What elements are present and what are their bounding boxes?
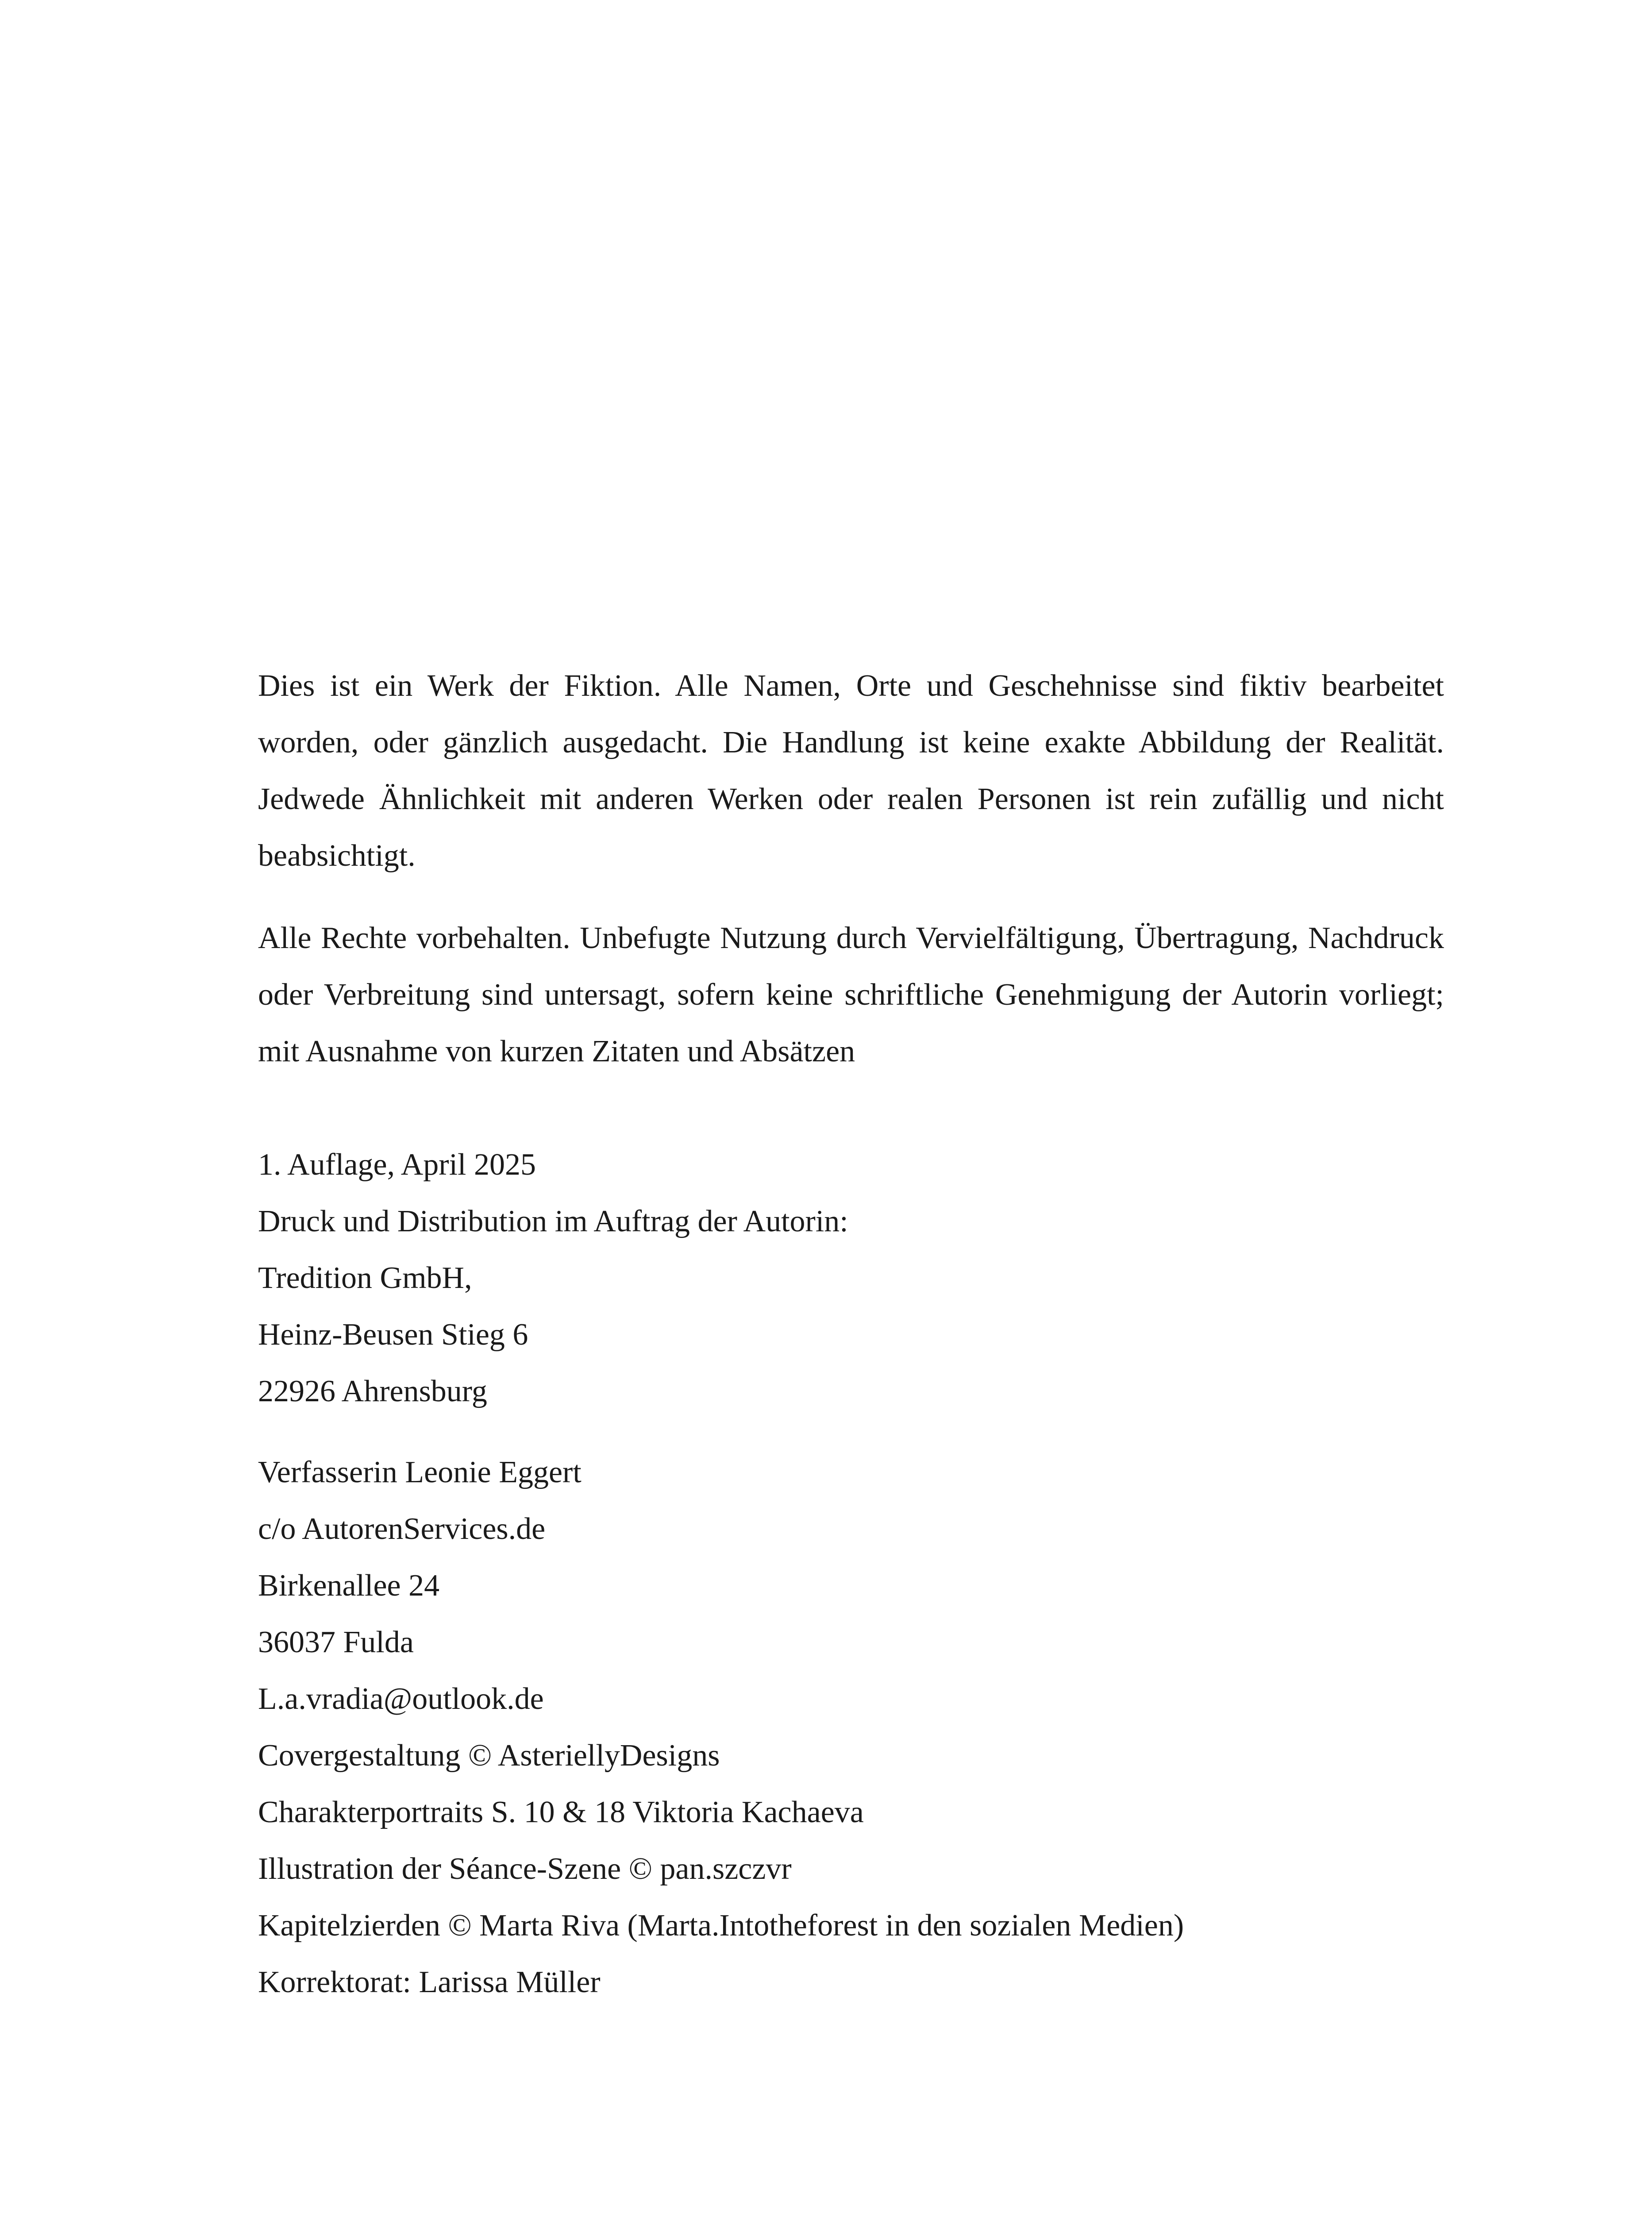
publisher-name: Tredition GmbH, — [258, 1261, 472, 1295]
imprint-block — [258, 1137, 1444, 1420]
publisher-street: Heinz-Beusen Stieg 6 — [258, 1318, 528, 1352]
author-line: Verfasserin Leonie Eggert — [258, 1455, 581, 1489]
rights-notice: Alle Rechte vorbehalten. Unbefugte Nutzung durch Vervielfältigung, Übertragung, Nachdruck oder Verbreitung sind untersagt, sofern keine schriftliche Genehmigung der Autorin vorliegt; mit Ausnahme von kurzen Zitaten und Absätzen — [258, 921, 1444, 1068]
cover-credit: Covergestaltung © AsteriellyDesigns — [258, 1739, 720, 1773]
fiction-disclaimer: Dies ist ein Werk der Fiktion. Alle Namen, Orte und Geschehnisse sind fiktiv bearbeitet worden, oder gänzlich ausgedacht. Die Handlung ist keine exakte Abbildung der Realität. Jedwede Ähnlichkeit mit anderen Werken oder realen Personen ist rein zufällig und nicht beabsichtigt. — [258, 669, 1444, 873]
proofreading-credit: Korrektorat: Larissa Müller — [258, 1965, 601, 1999]
edition-line: 1. Auflage, April 2025 — [258, 1148, 536, 1182]
illustration-credit: Illustration der Séance-Szene © pan.szczvr — [258, 1852, 792, 1886]
page-content — [258, 658, 1444, 2011]
author-street: Birkenallee 24 — [258, 1569, 440, 1603]
portrait-credit: Charakterportraits S. 10 & 18 Viktoria Kachaeva — [258, 1795, 864, 1829]
author-city: 36037 Fulda — [258, 1625, 414, 1659]
distribution-label: Druck und Distribution im Auftrag der Autorin: — [258, 1204, 848, 1238]
contact-block — [258, 1444, 1444, 2011]
publisher-city: 22926 Ahrensburg — [258, 1374, 487, 1408]
care-of-line: c/o AutorenServices.de — [258, 1512, 546, 1546]
chapter-decoration-credit: Kapitelzierden © Marta Riva (Marta.Intotheforest in den sozialen Medien) — [258, 1908, 1184, 1943]
author-email: L.a.vradia@outlook.de — [258, 1682, 544, 1716]
